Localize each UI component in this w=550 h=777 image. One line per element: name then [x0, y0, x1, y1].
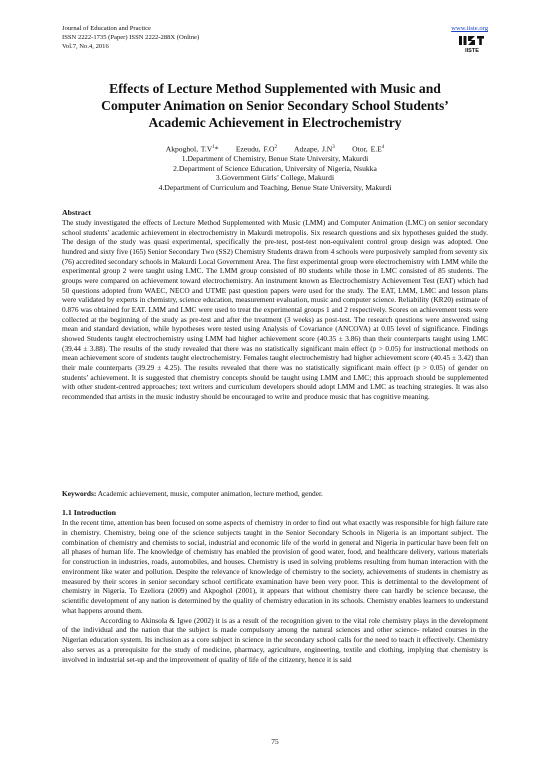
title-line-1: Effects of Lecture Method Supplemented with Music and	[109, 81, 441, 96]
paper-title	[62, 80, 488, 131]
affiliation-3: 3.Government Girls’ College, Makurdi	[215, 173, 335, 183]
keywords-label: Keywords:	[62, 489, 97, 498]
journal-header	[62, 24, 488, 51]
volume-line: Vol.7, No.4, 2016	[62, 43, 109, 50]
intro-paragraph-1: In the recent time, attention has been focused on some aspects of chemistry in order to find out what exactly was responsible for high failure rate in chemistry. Chemistry, being one of the science subjects taught in the Senior Secondary Schools in Nigeria is an important subject. The combination of chemistry and chemists to social, industrial and economic life of the world in general and Nigeria in particular have been felt on all phases of human life. The knowledge of chemistry has enabled the provision of good water, food, and healthcare delivery, various materials for construction in industries, roads, automobiles, and houses. Chemistry is used in solving problems resulting from human interaction with the environment like water and pollution. Despite the relevance of knowledge of chemistry to the society, achievements of students in chemistry as measured by their scores in senior secondary school certificate examination have been very poor. This is detrimental to the development of chemistry in Nigeria. To Ezeliora (2009) and Akpoghol (2001), it appears that without chemistry there can hardly be science because, the scientific development of any nation is determined by the quality of chemistry education in its schools. Chemistry enables learners to understand what happens around them.	[62, 518, 488, 615]
section-heading-introduction: 1.1 Introduction	[62, 508, 117, 517]
introduction-body	[62, 518, 488, 664]
journal-name: Journal of Education and Practice	[62, 25, 151, 32]
journal-url-link[interactable]: www.iiste.org	[451, 25, 488, 32]
issn-line: ISSN 2222-1735 (Paper) ISSN 2222-288X (Online)	[62, 34, 200, 41]
affiliation-2: 2.Department of Science Education, University of Nigeria, Nsukka	[173, 163, 377, 173]
intro-paragraph-2: According to Akinsola & Igwe (2002) it is as a result of the recognition given to the vital role chemistry plays in the development of the individual and the nation that the subject is made compulsory among the natural sciences and other science- related courses in the Nigerian education system. Its inclusion as a core subject in science in the secondary school calls for the need to teach it effectively. Chemistry also serves as a prerequisite for the study of medicine, pharmacy, agriculture, engineering, textile and clothing, implying that chemistry is involved in industrial set-up and the improvement of quality of life of the citizenry, hence it is said	[62, 615, 488, 664]
abstract-heading: Abstract	[62, 208, 92, 217]
affiliation-1: 1.Department of Chemistry, Benue State University, Makurdi	[181, 154, 369, 164]
title-line-3: Academic Achievement in Electrochemistry	[148, 115, 402, 130]
affiliation-4: 4.Department of Curriculum and Teaching, Benue State University, Makurdi	[158, 182, 392, 192]
title-line-2: Computer Animation on Senior Secondary School Students’	[101, 98, 449, 113]
author-block	[62, 143, 488, 193]
abstract-text: The study investigated the effects of Lecture Method Supplemented with Music (LMM) and Computer Animation (LMC) on senior secondary school students’ academic achievement in electrochemistry in Makurdi metropolis. Six research questions and six hypotheses guided the study. The design of the study was quasi experimental, specifically the pre-test, post-test non-equivalent control group design was adopted. One hundred and sixty five (165) Senior Secondary Two (SS2) Chemistry Students drawn from 4 schools were purposively sampled from seventy six (76) accredited secondary schools in Makurdi Local Government Area. The first experimental group were electrochemistry with LMM while the experimental group 2 were taught using LMC. The LMM group consisted of 80 students while those in LMC consisted of 85 students. The groups were compared on achievement toward electrochemistry. An instrument known as Electrochemistry Achievement Test (EAT) which had 50 questions adopted from WAEC, NECO and UTME past question papers were used for the study. The EAT, LMM, LMC and lesson plans were validated by experts in chemistry, science education, measurement evaluation, music and computer science. Reliability (KR20) estimate of 0.876 was obtained for EAT. LMM and LMC were used to treat the experimental groups 1 and 2 respectively. Scores on achievement tests were collected at the beginning of the study as pre-test and after the treatment (3 weeks) as post-test. The research questions were answered using mean and standard deviation, while hypotheses were tested using Analysis of Covariance (ANCOVA) at 0.05 level of significance. Findings showed Students taught electrochemistry using LMM had higher achievement score (40.35 ± 3.86) than their counterparts taught using LMC (39.44 ± 3.88). The results of the study revealed that there was no statistically significant main effect (p > 0.05) for instructional methods on mean achievement score of students taught electrochemistry. Females taught electrochemistry had higher achievement score (40.45 ± 3.42) than their male counterparts (39.29 ± 4.25). The results revealed that there was no statistically significant main effect (p > 0.05) of gender on students’ achievement. It is suggested that chemistry concepts should be taught using LMM and LMC; this approach should be supplemented with other student-centred approaches; text writers and curriculum developers should adopt LMM and LMC as teaching strategies. It was also recommended that artists in the music industry should be encouraged to write and produce music that has cognitive meaning.	[62, 218, 488, 401]
iiste-logo	[458, 34, 486, 54]
page-number: 75	[271, 737, 279, 746]
logo-text: IISTE	[465, 48, 479, 54]
keywords-text: Academic achievement, music, computer animation, lecture method, gender.	[96, 489, 323, 498]
author-names: Akpoghol, $T.V^1*$ Ezeudu, $F.O^2$ Adzape, $J.N^3$ Otor, $E.E^4$	[165, 144, 385, 154]
keywords-line	[62, 489, 488, 498]
